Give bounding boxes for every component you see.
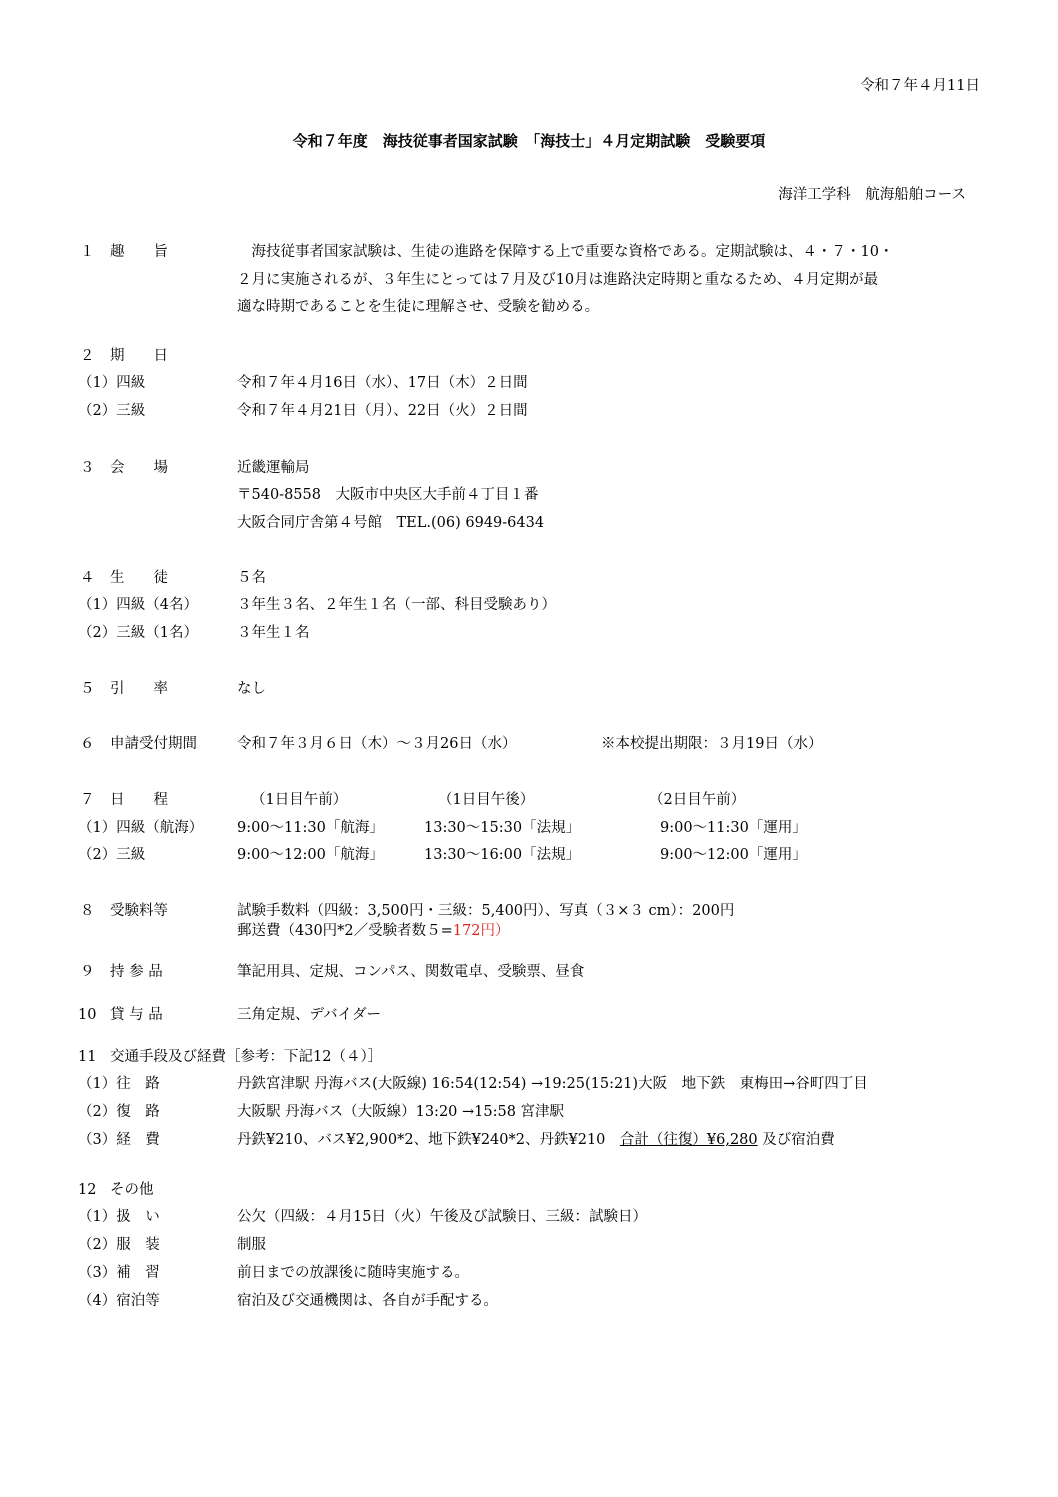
section-label: 期 日 [110,348,168,364]
row-label: （1）往 路 [78,1076,160,1092]
schedule-cell: 9:00～12:00「運用」 [660,847,807,863]
row-label: （1）扱 い [78,1209,160,1225]
postage-text: 郵送費（430円*2／受験者数５= [237,923,453,939]
section-value: 筆記用具、定規、コンパス、関数電卓、受験票、昼食 [237,964,585,980]
section-value: ５名 [237,570,266,586]
schedule-row-label: （1）四級（航海） [78,820,204,836]
section-value: なし [237,681,266,697]
cost-suffix: 及び宿泊費 [762,1132,835,1148]
section-number: ９ [80,964,95,980]
section-label: 申請受付期間 [110,736,197,752]
row-value: 令和７年４月21日（月）、22日（火）２日間 [237,403,528,419]
section-label: 趣 旨 [110,244,168,260]
schedule-cell: 13:30～16:00「法規」 [424,847,581,863]
row-label: （1）四級 [78,375,146,391]
section-value: 三角定規、デバイダー [237,1007,382,1023]
section-number: ６ [80,736,95,752]
department-name: 海洋工学科 航海船舶コース [778,187,966,203]
cost-breakdown: 丹鉄¥210、バス¥2,900*2、地下鉄¥240*2、丹鉄¥210 [237,1132,606,1148]
section-value: 令和７年３月６日（木）～３月26日（水） [237,736,517,752]
section-number: 12 [78,1182,97,1198]
row-label: （2）三級 [78,403,146,419]
body-line: ２月に実施されるが、３年生にとっては７月及び10月は進路決定時期と重なるため、４月定期が最 [237,272,879,288]
venue-line: 大阪合同庁舎第４号館 TEL.(06) 6949-6434 [237,515,545,531]
section-number: ５ [80,681,95,697]
schedule-row-label: （2）三級 [78,847,146,863]
row-value [237,1130,835,1150]
schedule-cell: 9:00～12:00「航海」 [237,847,384,863]
row-value: 大阪駅 丹海バス（大阪線）13:20 →15:58 宮津駅 [237,1104,565,1120]
row-label: （1）四級（4名） [78,597,198,613]
body-line: 適な時期であることを生徒に理解させ、受験を勧める。 [237,299,600,315]
schedule-header: （2日目午前） [649,792,746,808]
section-number: ３ [80,460,95,476]
row-value: ３年生３名、２年生１名（一部、科目受験あり） [237,597,556,613]
section-label: 日 程 [110,792,168,808]
section-label: 交通手段及び経費［参考：下記12（４）］ [110,1049,383,1065]
row-label: （2）復 路 [78,1104,160,1120]
schedule-cell: 9:00～11:30「運用」 [660,820,807,836]
row-value: 前日までの放課後に随時実施する。 [237,1265,469,1281]
row-label: （2）三級（1名） [78,625,198,641]
schedule-cell: 13:30～15:30「法規」 [424,820,581,836]
cost-total: 合計（往復）¥6,280 [619,1132,758,1148]
section-label: 持 参 品 [110,964,163,980]
section-number: ７ [80,792,95,808]
row-value: 令和７年４月16日（水）、17日（木）２日間 [237,375,528,391]
section-number: 11 [78,1049,97,1065]
postage-line [237,921,510,941]
document-title: 令和７年度 海技従事者国家試験 「海技士」４月定期試験 受験要項 [292,132,766,150]
section-number: ２ [80,348,95,364]
section-number: 10 [78,1007,97,1023]
deadline-note: ※本校提出期限：３月19日（水） [601,736,823,752]
body-line: 海技従事者国家試験は、生徒の進路を保障する上で重要な資格である。定期試験は、４・７・10・ [237,244,894,260]
section-number: １ [80,244,95,260]
section-label: 引 率 [110,681,168,697]
row-value: 丹鉄宮津駅 丹海バス(大阪線) 16:54(12:54) →19:25(15:21)大阪 地下鉄 東梅田→谷町四丁目 [237,1076,868,1092]
schedule-header: （1日目午前） [251,792,348,808]
schedule-cell: 9:00～11:30「航海」 [237,820,384,836]
row-label: （4）宿泊等 [78,1293,160,1309]
row-label: （2）服 装 [78,1237,160,1253]
section-number: ４ [80,570,95,586]
fee-line: 試験手数料（四級：3,500円・三級：5,400円）、写真（３×３ cm）：200円 [237,903,735,919]
row-value: 宿泊及び交通機関は、各自が手配する。 [237,1293,498,1309]
row-label: （3）経 費 [78,1132,160,1148]
document-date: 令和７年４月11日 [860,78,980,94]
section-label: 受験料等 [110,903,168,919]
row-label: （3）補 習 [78,1265,160,1281]
row-value: ３年生１名 [237,625,310,641]
venue-line: 近畿運輸局 [237,460,310,476]
venue-line: 〒540-8558 大阪市中央区大手前４丁目１番 [237,487,539,503]
section-label: 貸 与 品 [110,1007,163,1023]
schedule-header: （1日目午後） [438,792,535,808]
section-number: ８ [80,903,95,919]
section-label: 会 場 [110,460,168,476]
row-value: 公欠（四級：４月15日（火）午後及び試験日、三級：試験日） [237,1209,647,1225]
section-label: 生 徒 [110,570,168,586]
postage-amount: 172円） [452,923,510,939]
section-label: その他 [110,1182,154,1198]
row-value: 制服 [237,1237,266,1253]
